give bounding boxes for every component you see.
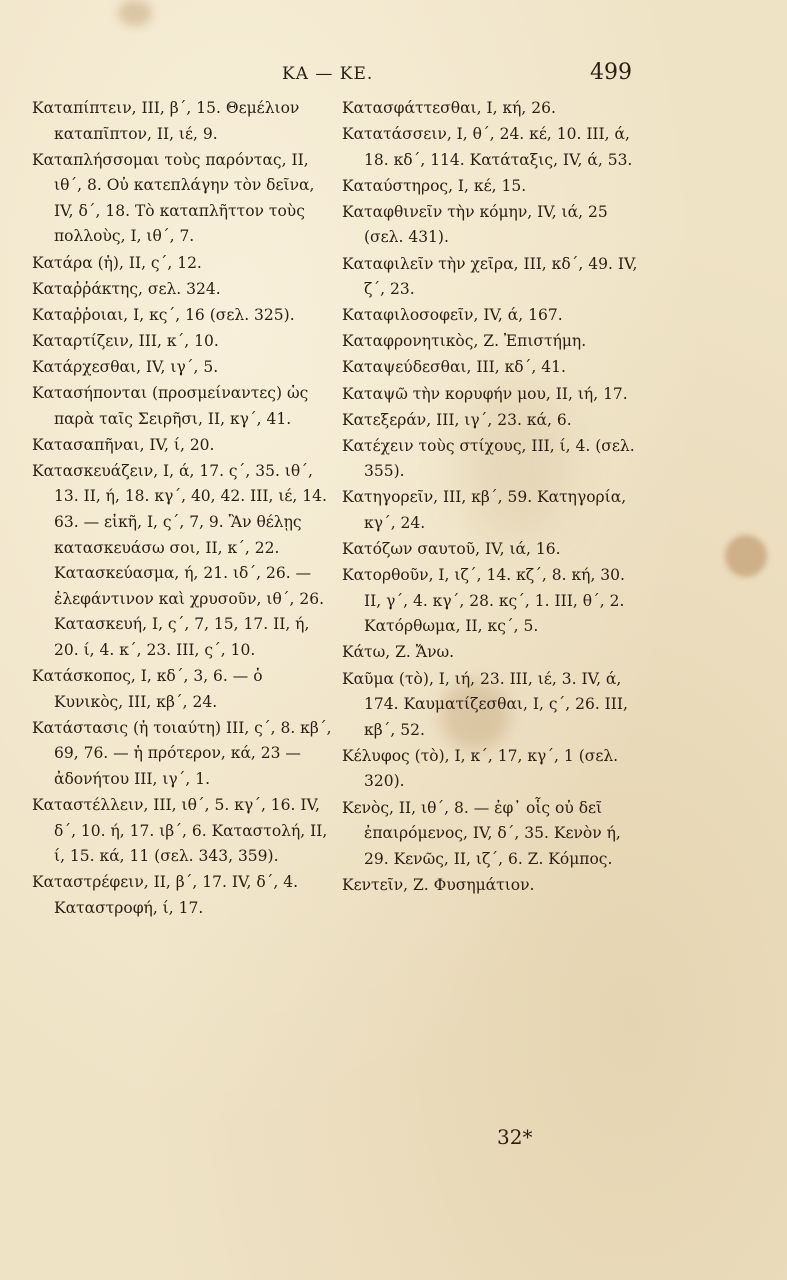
index-entry: Κατορθοῦν, I, ιζ΄, 14. κζ΄, 8. κή, 30. II, γ΄, 4. κγ΄, 28. κς΄, 1. III, θ΄, 2. Κατόρθωμα, II, κς΄, 5. xyxy=(342,566,625,636)
index-entry: Καταψεύδεσθαι, III, κδ΄, 41. xyxy=(342,358,566,377)
index-entry: Καταπλήσσομαι τοὺς παρόντας, II, ιθ΄, 8. Οὐ κατεπλάγην τὸν δεῖνα, IV, δ΄, 18. Τὸ καταπλῆττον τοὺς πολλοὺς, I, ιθ΄, 7. xyxy=(32,150,315,246)
index-entry: Καταφθινεῖν τὴν κόμην, IV, ιά, 25 (σελ. 431). xyxy=(342,202,608,247)
index-entry: Καταρτίζειν, III, κ΄, 10. xyxy=(32,331,219,350)
stain-spot xyxy=(118,0,152,26)
index-entry: Κατάστασις (ἡ τοιαύτη) III, ς΄, 8. κβ΄, 69, 76. — ἡ πρότερον, κά, 23 — ἀδονήτου III, ιγ΄, 1. xyxy=(32,718,332,788)
index-entry: Κατάρχεσθαι, IV, ιγ΄, 5. xyxy=(32,357,219,376)
index-entry: Κάτω, Ζ. Ἄνω. xyxy=(342,643,455,662)
index-entry: Κατέχειν τοὺς στίχους, III, ί, 4. (σελ. 355). xyxy=(342,436,635,481)
index-entry: Κεντεῖν, Ζ. Φυσημάτιον. xyxy=(342,875,535,894)
page-header xyxy=(0,60,787,94)
signature-mark: 32* xyxy=(497,1125,533,1149)
index-entry: Καταφιλοσοφεῖν, IV, ά, 167. xyxy=(342,306,563,325)
page-number: 499 xyxy=(590,60,632,85)
index-entry: Κατηγορεῖν, III, κβ΄, 59. Κατηγορία, κγ΄, 24. xyxy=(342,488,627,532)
index-entry: Κατασκευάζειν, I, ά, 17. ς΄, 35. ιθ΄, 13. II, ή, 18. κγ΄, 40, 42. III, ιέ, 14. 63. — εἰκῆ, I, ς΄, 7, 9. Ἂν θέλῃς κατασκευάσω σοι, II, κ΄, 22. Κατασκεύασμα, ή, 21. ιδ΄, 26. — ἐλεφάντινον καὶ χρυσοῦν, ιθ΄, 26. Κατασκευή, I, ς΄, 7, 15, 17. II, ή, 20. ί, 4. κ΄, 23. III, ς΄, 10. xyxy=(32,461,327,659)
index-column-right xyxy=(342,96,642,899)
index-entry: Κέλυφος (τὸ), I, κ΄, 17, κγ΄, 1 (σελ. 320). xyxy=(342,746,619,791)
index-entry: Κενὸς, II, ιθ΄, 8. — ἐφ᾽ οἷς οὐ δεῖ ἐπαιρόμενος, IV, δ΄, 35. Κενὸν ή, 29. Κενῶς, II, ιζ΄, 6. Ζ. Κόμπος. xyxy=(342,798,621,868)
index-entry: Καταῤῥοιαι, I, κς΄, 16 (σελ. 325). xyxy=(32,305,295,324)
index-entry: Κατατάσσειν, I, θ΄, 24. κέ, 10. III, ά, 18. κδ΄, 114. Κατάταξις, IV, ά, 53. xyxy=(342,125,633,169)
index-entry: Κατόζων σαυτοῦ, IV, ιά, 16. xyxy=(342,540,561,559)
index-entry: Κατασαπῆναι, IV, ί, 20. xyxy=(32,435,215,454)
index-entry: Καταστέλλειν, III, ιθ΄, 5. κγ΄, 16. IV, δ΄, 10. ή, 17. ιβ΄, 6. Καταστολή, II, ί, 15. κά, 11 (σελ. 343, 359). xyxy=(32,796,328,866)
index-column-left xyxy=(32,96,332,922)
index-entry: Καταφρονητικὸς, Ζ. Ἐπιστήμη. xyxy=(342,332,587,351)
running-head: ΚΑ — ΚΕ. xyxy=(282,64,374,84)
index-entry: Καταφιλεῖν τὴν χεῖρα, III, κδ΄, 49. IV, ζ΄, 23. xyxy=(342,254,638,299)
index-entry: Καταπίπτειν, III, β΄, 15. Θεμέλιον καταπῖπτον, II, ιέ, 9. xyxy=(32,99,300,143)
index-entry: Κατεξεράν, III, ιγ΄, 23. κά, 6. xyxy=(342,410,572,429)
index-entry: Καταύστηρος, I, κέ, 15. xyxy=(342,176,527,195)
index-entry: Κατασφάττεσθαι, I, κή, 26. xyxy=(342,99,556,117)
index-entry: Καταῤῥάκτης, σελ. 324. xyxy=(32,279,221,298)
index-entry: Κατάσκοπος, I, κδ΄, 3, 6. — ὁ Κυνικὸς, III, κβ΄, 24. xyxy=(32,667,263,711)
stain-spot xyxy=(725,535,767,577)
index-entry: Κατασήπονται (προσμείναντες) ὡς παρὰ ταῖς Σειρῆσι, II, κγ΄, 41. xyxy=(32,384,309,428)
index-entry: Κατάρα (ἡ), II, ς΄, 12. xyxy=(32,253,202,272)
index-entry: Καταψῶ τὴν κορυφήν μου, II, ιή, 17. xyxy=(342,384,628,403)
index-entry: Καταστρέφειν, II, β΄, 17. IV, δ΄, 4. Καταστροφή, ί, 17. xyxy=(32,873,299,917)
index-entry: Καῦμα (τὸ), I, ιή, 23. III, ιέ, 3. IV, ά, 174. Καυματίζεσθαι, I, ς΄, 26. III, κβ΄, 52. xyxy=(342,669,628,739)
